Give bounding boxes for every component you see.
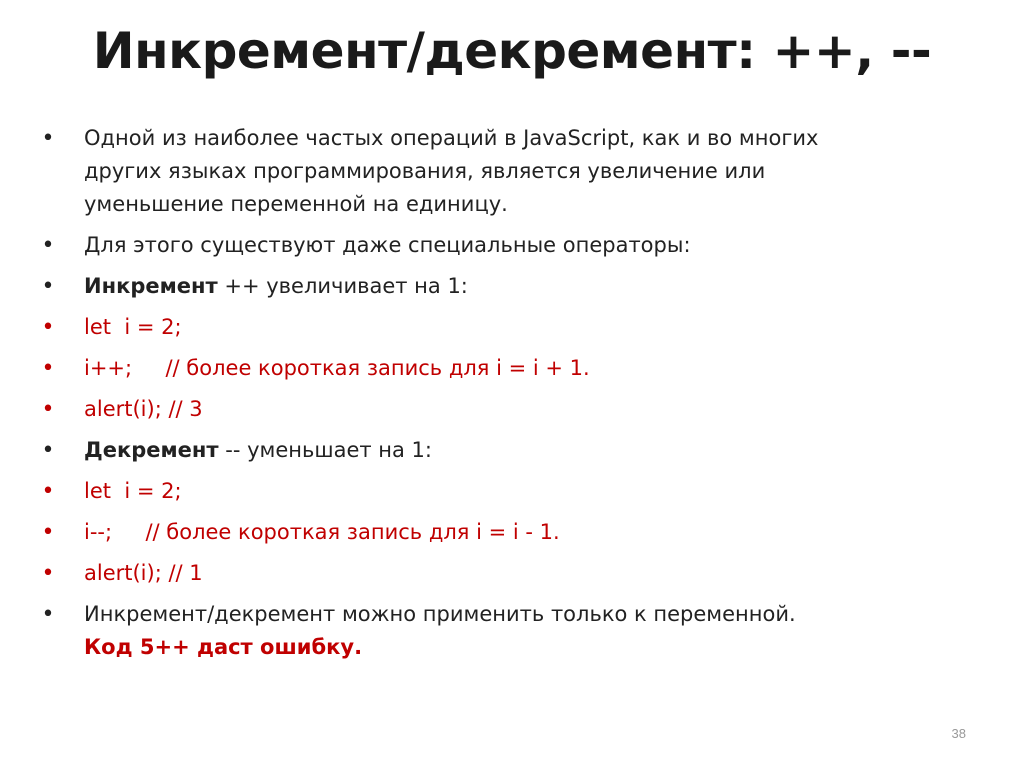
error-note: Код 5++ даст ошибку. — [84, 635, 363, 659]
code-text: alert(i); // 3 — [84, 397, 203, 421]
bullet-dot: • — [41, 126, 55, 151]
code-line — [40, 557, 900, 590]
bullet-text: Для этого существуют даже специальные операторы: — [84, 233, 691, 257]
bullet-dot: • — [41, 274, 55, 299]
bullet-note — [40, 598, 900, 664]
code-text: i++; // более короткая запись для i = i + 1. — [84, 356, 590, 380]
bullet-bold-term: Инкремент — [84, 274, 218, 298]
code-line — [40, 352, 900, 385]
code-line — [40, 393, 900, 426]
bullet-dot: • — [41, 438, 55, 463]
bullet-dot: • — [41, 397, 55, 422]
bullet-operators — [40, 229, 900, 262]
bullet-intro — [40, 122, 900, 221]
bullet-bold-term: Декремент — [84, 438, 219, 462]
code-text: alert(i); // 1 — [84, 561, 203, 585]
bullet-text: Инкремент/декремент можно применить только к переменной. — [84, 602, 796, 626]
bullet-dot: • — [41, 315, 55, 340]
code-line — [40, 516, 900, 549]
bullet-dot: • — [41, 520, 55, 545]
page-number: 38 — [951, 726, 966, 741]
bullet-decrement — [40, 434, 900, 467]
bullet-dot: • — [41, 479, 55, 504]
code-text: i--; // более короткая запись для i = i - 1. — [84, 520, 560, 544]
bullet-increment — [40, 270, 900, 303]
code-text: let i = 2; — [84, 315, 182, 339]
bullet-dot: • — [41, 561, 55, 586]
bullet-dot: • — [41, 233, 55, 258]
bullet-text: ++ увеличивает на 1: — [217, 274, 468, 298]
bullet-list — [40, 122, 900, 672]
bullet-dot: • — [41, 602, 55, 627]
code-text: let i = 2; — [84, 479, 182, 503]
bullet-dot: • — [41, 356, 55, 381]
bullet-text: Одной из наиболее частых операций в JavaScript, как и во многих других языках программирования, является увеличение или уменьшение переменной на единицу. — [84, 126, 819, 216]
code-line — [40, 311, 900, 344]
bullet-text: -- уменьшает на 1: — [218, 438, 432, 462]
slide-title: Инкремент/декремент: ++, -- — [92, 22, 932, 80]
code-line — [40, 475, 900, 508]
